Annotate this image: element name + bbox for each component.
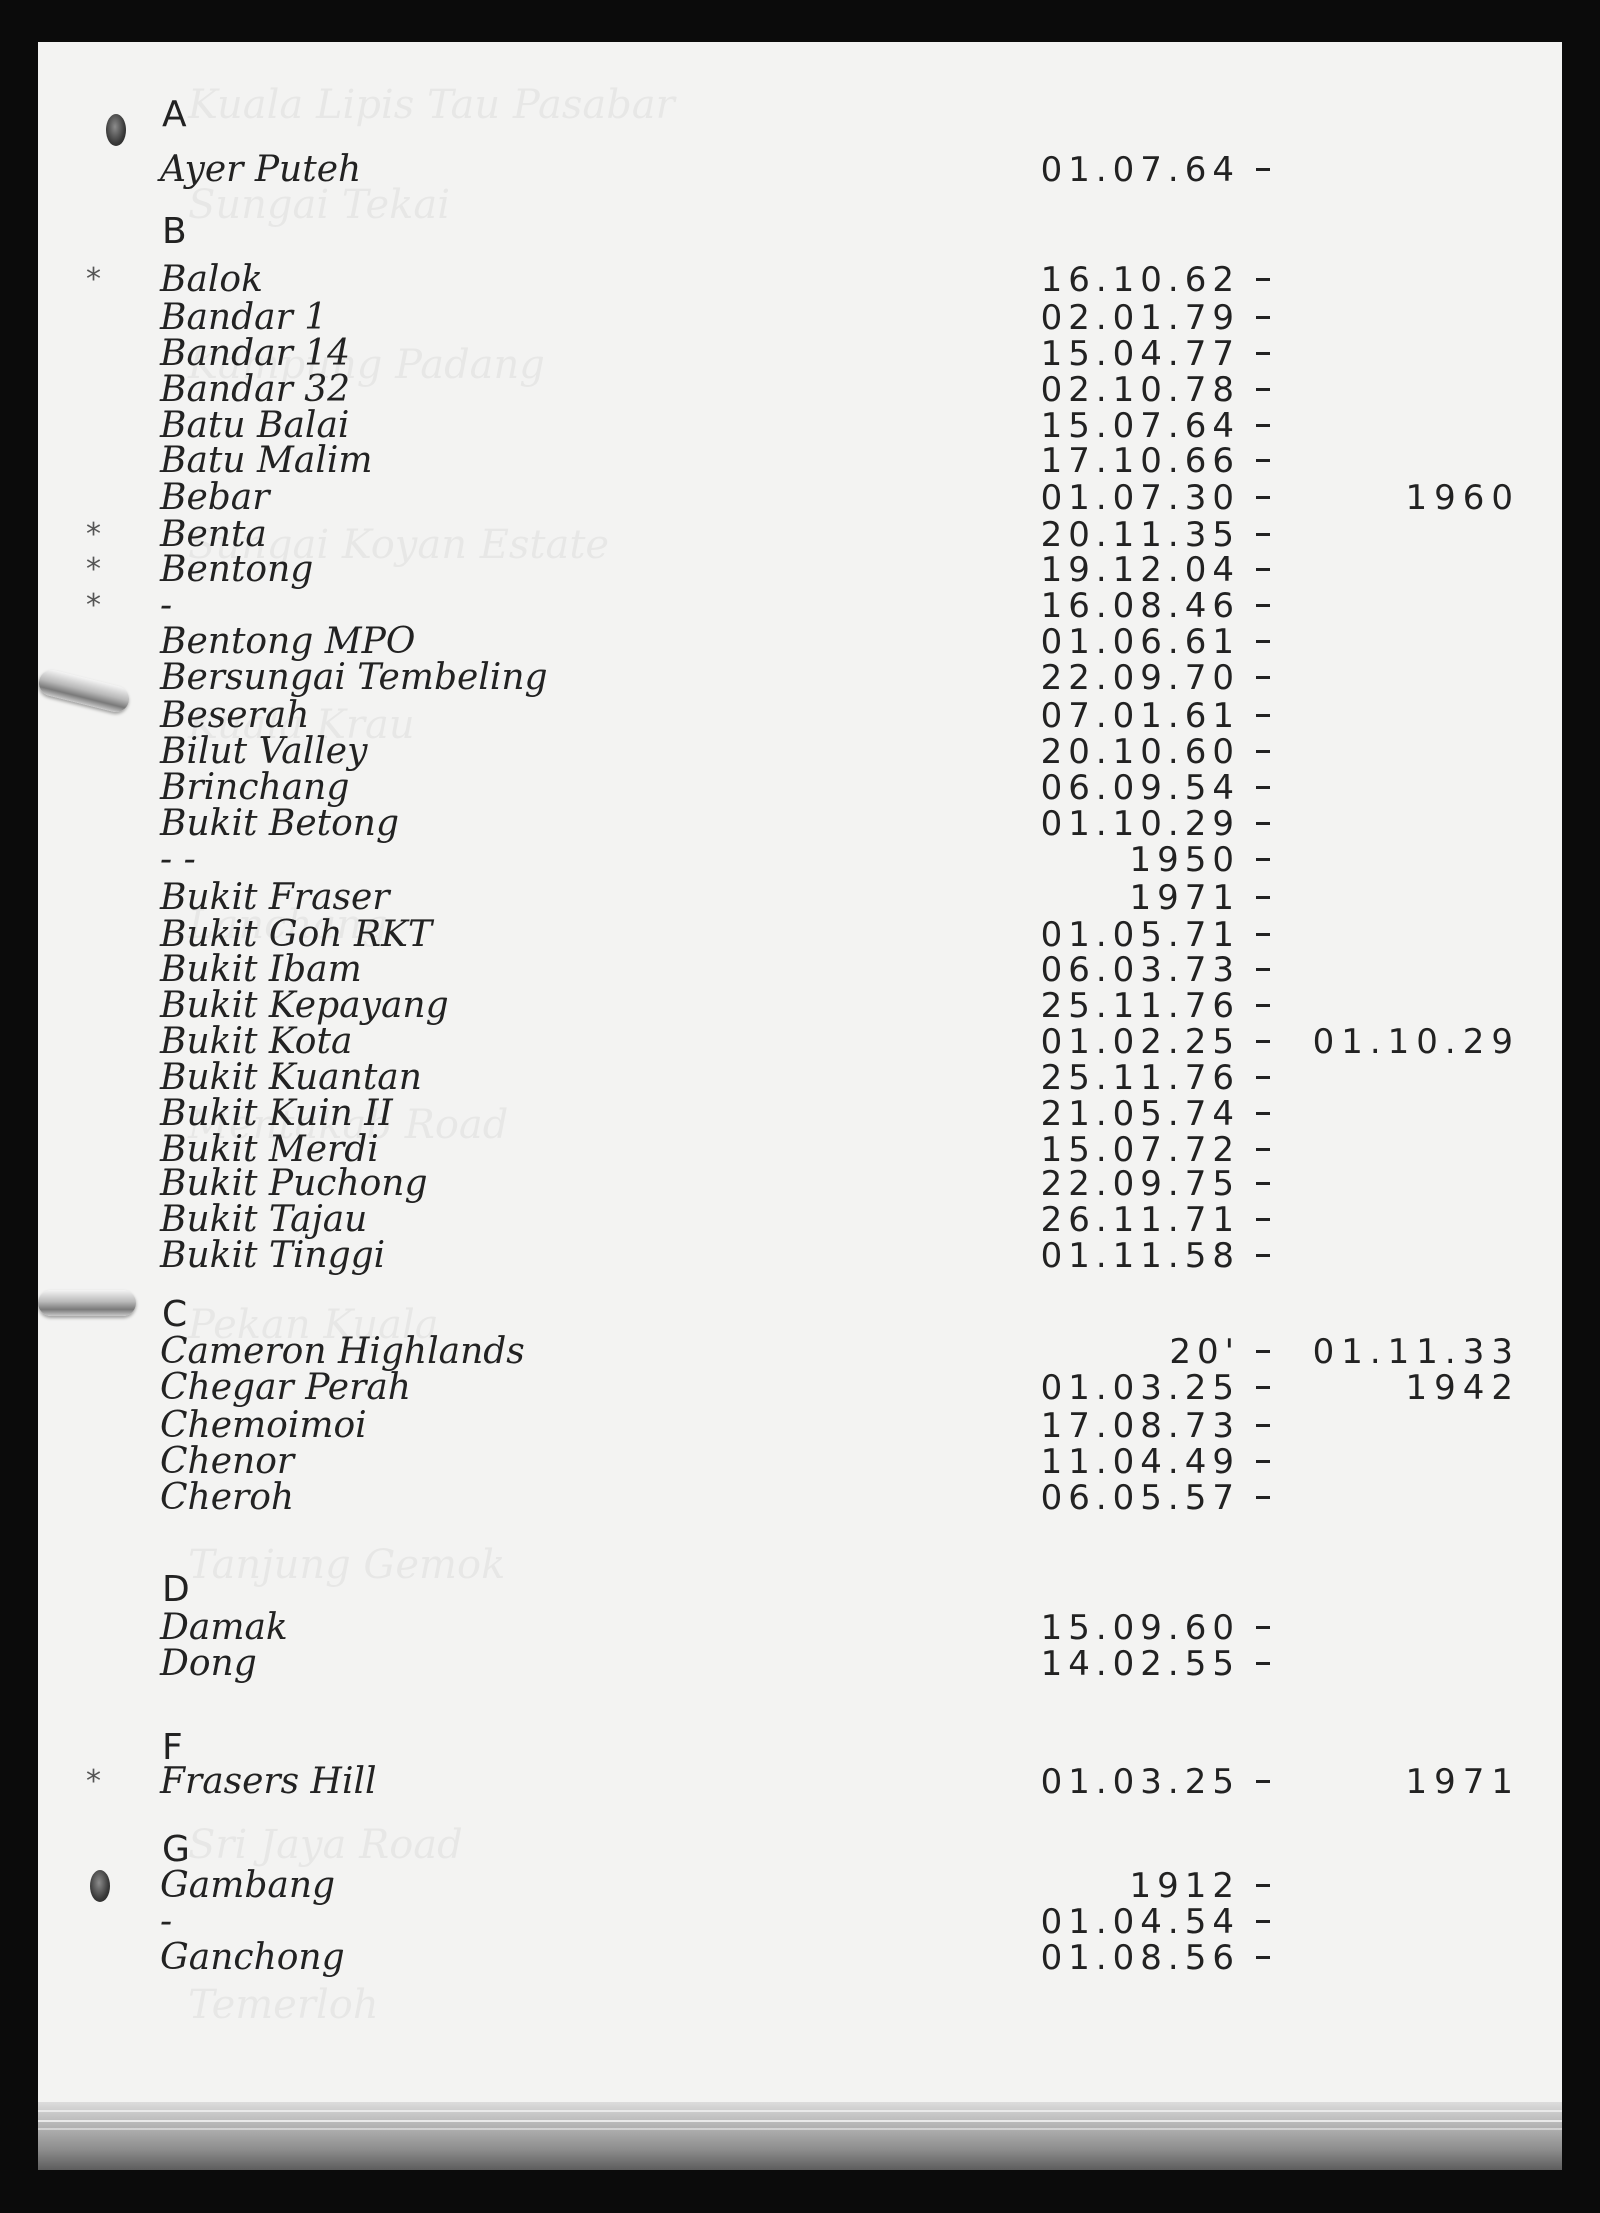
date-dash: [1256, 1040, 1270, 1043]
station-date: 25.11.76: [1040, 1058, 1240, 1098]
list-item: [38, 259, 1562, 300]
date-dash: [1256, 858, 1270, 861]
list-item: [38, 1093, 1562, 1134]
station-name: Bentong: [160, 549, 314, 590]
station-name: Chemoimoi: [160, 1405, 367, 1446]
date-dash: [1256, 1884, 1270, 1887]
station-date: 15.04.77: [1040, 334, 1240, 374]
date-dash: [1256, 352, 1270, 355]
station-date: 01.07.30: [1040, 478, 1240, 518]
station-name: Bukit Puchong: [160, 1163, 428, 1204]
station-date: 11.04.49: [1040, 1442, 1240, 1482]
list-item: [38, 1163, 1562, 1204]
list-item: [38, 405, 1562, 446]
list-item: [38, 477, 1562, 518]
station-date: 01.06.61: [1040, 622, 1240, 662]
list-item: [38, 1607, 1562, 1648]
station-extra-date: 1971: [1405, 1762, 1520, 1802]
station-date: 17.10.66: [1040, 441, 1240, 481]
station-name: -: [160, 585, 173, 626]
list-item: [38, 1901, 1562, 1942]
list-item: [38, 1235, 1562, 1276]
station-name: Gambang: [160, 1865, 336, 1906]
station-name: Batu Malim: [160, 440, 373, 481]
date-dash: [1256, 640, 1270, 643]
station-date: 26.11.71: [1040, 1200, 1240, 1240]
station-name: Bandar 1: [160, 297, 328, 338]
station-name: Bukit Betong: [160, 803, 400, 844]
date-dash: [1256, 1148, 1270, 1151]
station-name: Chegar Perah: [160, 1367, 411, 1408]
station-name: Frasers Hill: [160, 1761, 377, 1802]
date-dash: [1256, 1218, 1270, 1221]
section-letter: G: [162, 1829, 190, 1870]
station-name: Beserah: [160, 695, 310, 736]
station-date: 01.03.25: [1040, 1762, 1240, 1802]
punch-hole: [106, 114, 126, 146]
station-date: 1950: [1129, 840, 1240, 880]
station-name: Chenor: [160, 1441, 295, 1482]
album-page: [38, 42, 1562, 2132]
date-dash: [1256, 896, 1270, 899]
station-name: Bukit Kuantan: [160, 1057, 422, 1098]
list-item: [38, 514, 1562, 555]
station-name: Bukit Goh RKT: [160, 914, 432, 955]
date-dash: [1256, 1460, 1270, 1463]
section-letter: B: [162, 211, 187, 252]
section-letter: D: [162, 1569, 190, 1610]
station-date: 19.12.04: [1040, 550, 1240, 590]
punch-hole: [90, 1870, 110, 1902]
station-name: Bukit Fraser: [160, 877, 390, 918]
station-date: 01.11.58: [1040, 1236, 1240, 1276]
list-item: [38, 149, 1562, 190]
station-name: Benta: [160, 514, 267, 555]
date-dash: [1256, 968, 1270, 971]
list-item: [38, 1441, 1562, 1482]
date-dash: [1256, 1920, 1270, 1923]
list-item: [38, 1865, 1562, 1906]
station-date: 02.10.78: [1040, 370, 1240, 410]
show-through-text: [188, 1542, 505, 1588]
list-item: [38, 949, 1562, 990]
show-through-text: [188, 1982, 379, 2028]
date-dash: [1256, 1780, 1270, 1783]
date-dash: [1256, 1254, 1270, 1257]
station-name: Bukit Tajau: [160, 1199, 368, 1240]
asterisk-mark: *: [86, 1764, 101, 1799]
station-name: Balok: [160, 259, 263, 300]
station-date: 06.03.73: [1040, 950, 1240, 990]
station-name: Cheroh: [160, 1477, 295, 1518]
station-date: 01.03.25: [1040, 1368, 1240, 1408]
station-date: 14.02.55: [1040, 1644, 1240, 1684]
date-dash: [1256, 750, 1270, 753]
station-name: -: [160, 1901, 173, 1942]
station-date: 1971: [1129, 878, 1240, 918]
station-date: 01.08.56: [1040, 1938, 1240, 1978]
list-item: [38, 621, 1562, 662]
station-name: Damak: [160, 1607, 288, 1648]
station-name: Bandar 32: [160, 369, 351, 410]
station-date: 21.05.74: [1040, 1094, 1240, 1134]
show-through-text: [188, 82, 675, 128]
list-item: [38, 731, 1562, 772]
list-item: [38, 914, 1562, 955]
asterisk-mark: *: [86, 552, 101, 587]
list-item: [38, 839, 1562, 880]
date-dash: [1256, 1496, 1270, 1499]
list-item: [38, 1937, 1562, 1978]
list-item: [38, 333, 1562, 374]
station-name: Bandar 14: [160, 333, 351, 374]
list-item: [38, 1643, 1562, 1684]
date-dash: [1256, 496, 1270, 499]
station-date: 22.09.70: [1040, 658, 1240, 698]
station-date: 20': [1169, 1332, 1240, 1372]
section-letter: F: [162, 1727, 183, 1768]
station-name: Bukit Merdi: [160, 1129, 379, 1170]
station-name: Brinchang: [160, 767, 350, 808]
station-date: 07.01.61: [1040, 696, 1240, 736]
station-name: Bukit Kuin II: [160, 1093, 393, 1134]
list-item: [38, 767, 1562, 808]
asterisk-mark: *: [86, 517, 101, 552]
station-name: Bukit Kota: [160, 1021, 353, 1062]
show-through-text: [188, 1822, 463, 1868]
station-date: 16.08.46: [1040, 586, 1240, 626]
date-dash: [1256, 1182, 1270, 1185]
list-item: [38, 657, 1562, 698]
station-date: 20.10.60: [1040, 732, 1240, 772]
list-item: [38, 1405, 1562, 1446]
page-stack-edge: [38, 2102, 1562, 2170]
date-dash: [1256, 1424, 1270, 1427]
station-extra-date: 1960: [1405, 478, 1520, 518]
station-date: 06.05.57: [1040, 1478, 1240, 1518]
date-dash: [1256, 1004, 1270, 1007]
section-letter: A: [162, 94, 187, 135]
date-dash: [1256, 714, 1270, 717]
station-name: Ayer Puteh: [160, 149, 362, 190]
date-dash: [1256, 786, 1270, 789]
station-name: Bersungai Tembeling: [160, 657, 548, 698]
date-dash: [1256, 278, 1270, 281]
date-dash: [1256, 568, 1270, 571]
binder-ring-bottom: [38, 1290, 136, 1316]
station-date: 1912: [1129, 1866, 1240, 1906]
station-date: 16.10.62: [1040, 260, 1240, 300]
asterisk-mark: *: [86, 262, 101, 297]
date-dash: [1256, 1662, 1270, 1665]
station-date: 20.11.35: [1040, 515, 1240, 555]
date-dash: [1256, 533, 1270, 536]
station-date: 02.01.79: [1040, 298, 1240, 338]
list-item: [38, 985, 1562, 1026]
station-name: Bilut Valley: [160, 731, 368, 772]
list-item: [38, 1761, 1562, 1802]
list-item: [38, 1021, 1562, 1062]
date-dash: [1256, 822, 1270, 825]
station-name: - -: [160, 839, 196, 880]
list-item: [38, 695, 1562, 736]
list-item: [38, 877, 1562, 918]
date-dash: [1256, 1350, 1270, 1353]
date-dash: [1256, 933, 1270, 936]
list-item: [38, 369, 1562, 410]
date-dash: [1256, 604, 1270, 607]
list-item: [38, 1477, 1562, 1518]
station-date: 01.02.25: [1040, 1022, 1240, 1062]
station-date: 01.05.71: [1040, 915, 1240, 955]
station-date: 22.09.75: [1040, 1164, 1240, 1204]
date-dash: [1256, 1076, 1270, 1079]
station-name: Bebar: [160, 477, 270, 518]
station-name: Dong: [160, 1643, 257, 1684]
station-date: 15.07.72: [1040, 1130, 1240, 1170]
list-item: [38, 1331, 1562, 1372]
list-item: [38, 1367, 1562, 1408]
list-item: [38, 549, 1562, 590]
station-date: 01.10.29: [1040, 804, 1240, 844]
list-item: [38, 585, 1562, 626]
date-dash: [1256, 424, 1270, 427]
station-date: 01.07.64: [1040, 150, 1240, 190]
station-date: 01.04.54: [1040, 1902, 1240, 1942]
list-item: [38, 1057, 1562, 1098]
section-letter: C: [162, 1294, 188, 1335]
date-dash: [1256, 168, 1270, 171]
station-name: Ganchong: [160, 1937, 345, 1978]
station-date: 15.09.60: [1040, 1608, 1240, 1648]
station-date: 06.09.54: [1040, 768, 1240, 808]
date-dash: [1256, 1956, 1270, 1959]
station-name: Batu Balai: [160, 405, 350, 446]
station-name: Bentong MPO: [160, 621, 416, 662]
station-date: 17.08.73: [1040, 1406, 1240, 1446]
date-dash: [1256, 388, 1270, 391]
date-dash: [1256, 676, 1270, 679]
station-name: Bukit Ibam: [160, 949, 362, 990]
station-name: Bukit Kepayang: [160, 985, 449, 1026]
station-date: 15.07.64: [1040, 406, 1240, 446]
list-item: [38, 803, 1562, 844]
station-name: Cameron Highlands: [160, 1331, 525, 1372]
station-date: 25.11.76: [1040, 986, 1240, 1026]
station-name: Bukit Tinggi: [160, 1235, 386, 1276]
list-item: [38, 297, 1562, 338]
date-dash: [1256, 1626, 1270, 1629]
list-item: [38, 1199, 1562, 1240]
date-dash: [1256, 1386, 1270, 1389]
list-item: [38, 440, 1562, 481]
station-extra-date: 01.10.29: [1312, 1022, 1520, 1062]
station-extra-date: 1942: [1405, 1368, 1520, 1408]
date-dash: [1256, 1112, 1270, 1115]
date-dash: [1256, 459, 1270, 462]
station-extra-date: 01.11.33: [1312, 1332, 1520, 1372]
asterisk-mark: *: [86, 588, 101, 623]
date-dash: [1256, 316, 1270, 319]
